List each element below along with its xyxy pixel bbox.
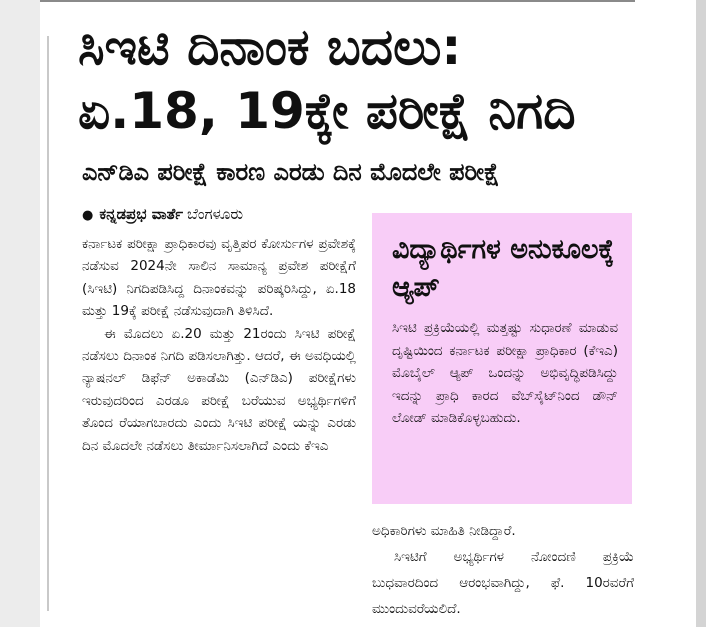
article-paragraph: ಈ ಮೊದಲು ಏ.20 ಮತ್ತು 21ರಂದು ಸಿಇಟಿ ಪರೀಕ್ಷೆ ನಡೆಸಲು ದಿನಾಂಕ ನಿಗದಿ ಪಡಿಸಲಾಗಿತ್ತು. ಆದರೆ, ಈ ಅವಧಿಯಲ್ಲಿ ನ್ಯಾಷನಲ್ ಡಿಫೆನ್ ಅಕಾಡೆಮಿ (ಎನ್‌ಡಿಎ) ಪರೀಕ್ಷೆಗಳು ಇರುವುದರಿಂದ ಎರಡೂ ಪರೀಕ್ಷೆ ಬರೆಯುವ ಅಭ್ಯರ್ಥಿಗಳಿಗೆ ತೊಂದ ರೆಯಾಗಬಾರದು ಎಂದು ಸಿಇಟಿ ಪರೀಕ್ಷೆ ಯನ್ನು ಎರಡು ದಿನ ಮೊದಲೇ ನಡೆಸಲು ತೀರ್ಮಾನಿಸಲಾಗಿದೆ ಎಂದು ಕೆಇಎ: [82, 325, 356, 454]
byline-place: ಬೆಂಗಳೂರು: [187, 205, 244, 223]
sidebar-box: [372, 213, 632, 504]
subheadline: ಎನ್‌ಡಿಎ ಪರೀಕ್ಷೆ ಕಾರಣ ಎರಡು ದಿನ ಮೊದಲೇ ಪರೀಕ್ಷೆ: [82, 158, 500, 186]
headline-line-1: ಸಿಇಟಿ ದಿನಾಂಕ ಬದಲು:: [78, 18, 462, 76]
article-body: [82, 233, 356, 457]
article-paragraph: ಕರ್ನಾಟಕ ಪರೀಕ್ಷಾ ಪ್ರಾಧಿಕಾರವು ವೃತ್ತಿಪರ ಕೋರ್ಸುಗಳ ಪ್ರವೇಶಕ್ಕೆ ನಡೆಸುವ 2024ನೇ ಸಾಲಿನ ಸಾಮಾನ್ಯ ಪ್ರವೇಶ ಪರೀಕ್ಷೆಗೆ (ಸಿಇಟಿ) ನಿಗದಿಪಡಿಸಿದ್ದ ದಿನಾಂಕವನ್ನು ಪರಿಷ್ಕರಿಸಿದ್ದು, ಏ.18 ಮತ್ತು 19ಕ್ಕೆ ಪರೀಕ್ಷೆ ನಡೆಸುವುದಾಗಿ ತಿಳಿಸಿದೆ.: [82, 236, 356, 320]
article-paragraph: ಸಿಇಟಿಗೆ ಅಭ್ಯರ್ಥಿಗಳ ನೋಂದಣಿ ಪ್ರಕ್ರಿಯೆ ಬುಧವಾರದಿಂದ ಆರಂಭವಾಗಿದ್ದು, ಫೆ. 10ರವರೆಗೆ ಮುಂದುವರೆಯಲಿದೆ.: [372, 549, 634, 617]
article-continuation: [372, 518, 634, 622]
top-divider: [40, 0, 635, 2]
headline-line-2: ಏ.18, 19ಕ್ಕೇ ಪರೀಕ್ಷೆ ನಿಗದಿ: [78, 82, 576, 140]
byline: [82, 205, 362, 223]
column-divider: [47, 36, 49, 611]
article-paragraph: ಅಧಿಕಾರಿಗಳು ಮಾಹಿತಿ ನೀಡಿದ್ದಾರೆ.: [372, 523, 516, 539]
sidebar-box-title: ವಿದ್ಯಾರ್ಥಿಗಳ ಅನುಕೂಲಕ್ಕೆ ಆ್ಯಪ್: [392, 234, 615, 303]
byline-source: ಕನ್ನಡಪ್ರಭ ವಾರ್ತೆ: [99, 205, 184, 223]
sidebar-box-body: ಸಿಇಟಿ ಪ್ರಕ್ರಿಯೆಯಲ್ಲಿ ಮತ್ತಷ್ಟು ಸುಧಾರಣೆ ಮಾಡುವ ದೃಷ್ಟಿಯಿಂದ ಕರ್ನಾಟಕ ಪರೀಕ್ಷಾ ಪ್ರಾಧಿಕಾರ (ಕೆಇಎ) ಮೊಬೈಲ್ ಆ್ಯಪ್ ಒಂದನ್ನು ಅಭಿವೃದ್ಧಿಪಡಿಸಿದ್ದು ಇದನ್ನು ಪ್ರಾಧಿ ಕಾರದ ವೆಬ್‌ಸೈಟ್‌ನಿಂದ ಡೌನ್ ಲೋಡ್ ಮಾಡಿಕೊಳ್ಳಬಹುದು.: [392, 320, 618, 427]
page-edge-shadow: [696, 0, 706, 627]
bullet-icon: ●: [82, 208, 94, 223]
